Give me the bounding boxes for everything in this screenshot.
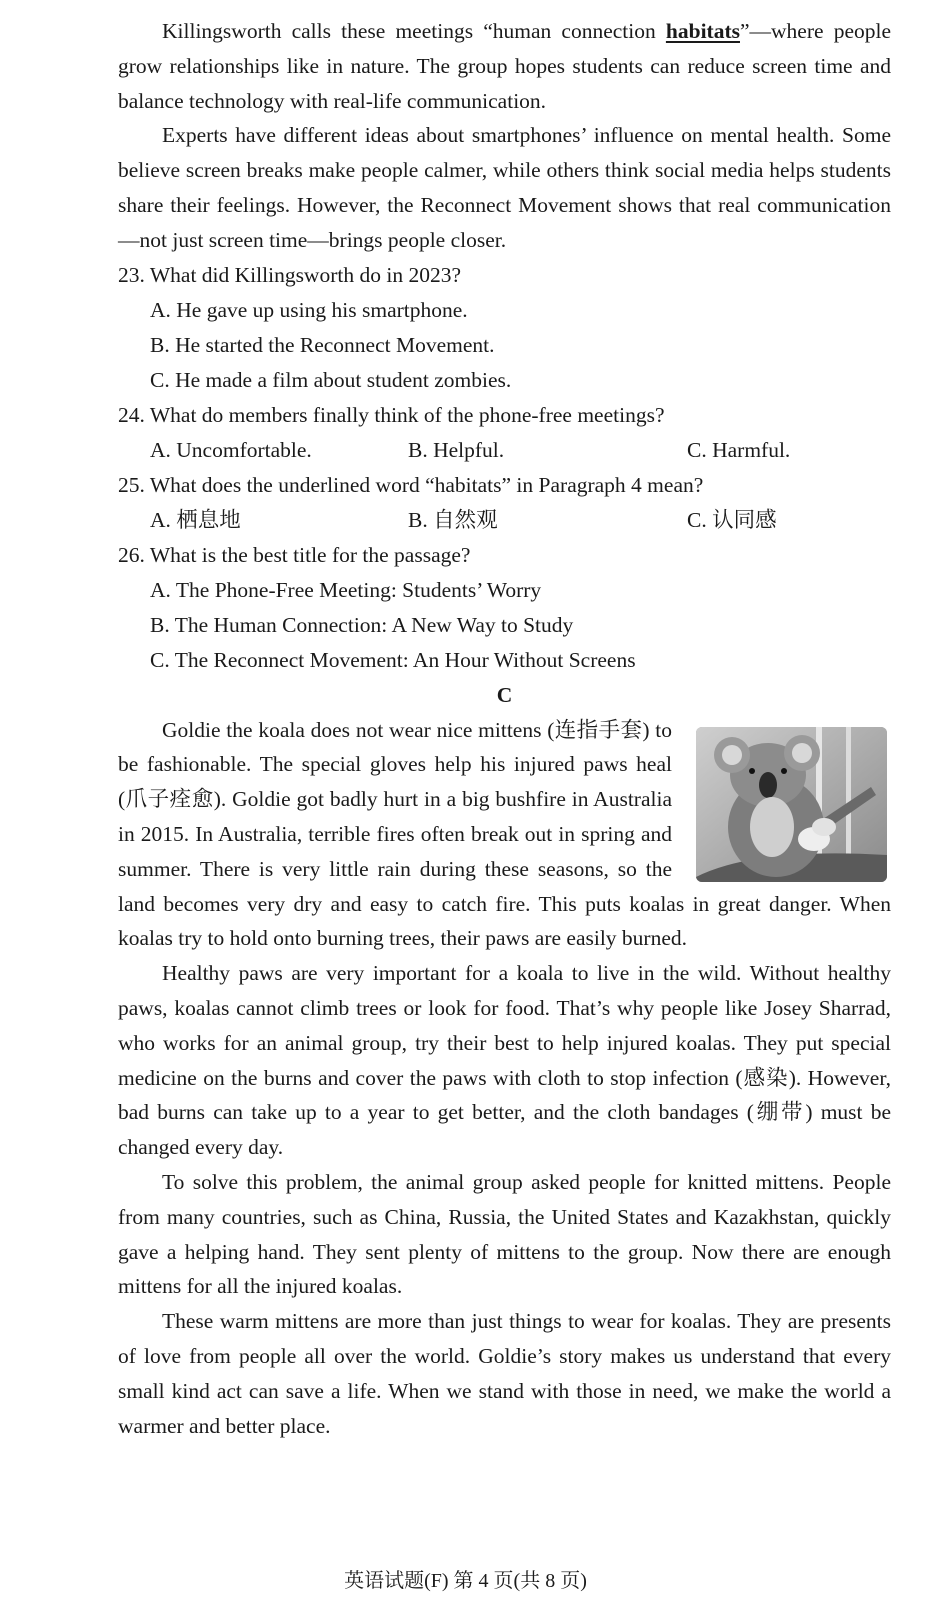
passage-b-paragraph-5: Experts have different ideas about smartphones’ influence on mental health. Some believe screen breaks make people calmer, while others think social media helps students share their feelings. However, the Reconnect Movement shows that real communication—not just screen time—brings people closer. [118, 123, 891, 252]
underlined-word-habitats: habitats [665, 19, 740, 43]
question-stem: 26. What is the best title for the passage? [118, 542, 471, 567]
question-24 [118, 398, 891, 468]
option-b: B. The Human Connection: A New Way to Study [150, 612, 574, 637]
passage-c-paragraph-1: Goldie the koala does not wear nice mittens (连指手套) to be fashionable. The special gloves help his injured paws heal (爪子痊愈). Goldie got badly hurt in a big bushfire in Australia in 2015. In Australia, terrible fires often break out in spring and summer. There is very little rain during these seasons, so the land becomes very dry and easy to catch fire. This puts koalas in great danger. When koalas try to hold onto burning trees, their paws are easily burned. [118, 717, 891, 951]
option-a: A. He gave up using his smartphone. [150, 297, 468, 322]
section-heading-c: C [496, 682, 513, 707]
option-a: A. Uncomfortable. [150, 437, 312, 462]
option-row [118, 503, 891, 538]
passage-c-paragraph-2: Healthy paws are very important for a koala to live in the wild. Without healthy paws, koalas cannot climb trees or look for food. That’s why people like Josey Sharrad, who works for an animal group, try their best to help injured koalas. They put special medicine on the burns and cover the paws with cloth to stop infection (感染). However, bad burns can take up to a year to get better, and the cloth bandages (绷带) must be changed every day. [118, 961, 891, 1160]
option-c: C. Harmful. [687, 437, 791, 462]
question-25 [118, 468, 891, 538]
page-content [118, 14, 891, 1443]
option-a: A. The Phone-Free Meeting: Students’ Worry [150, 577, 542, 602]
option-a: A. 栖息地 [150, 507, 241, 532]
question-stem: 25. What does the underlined word “habitats” in Paragraph 4 mean? [118, 472, 704, 497]
page-footer: 英语试题(F) 第 4 页(共 8 页) [344, 1570, 587, 1592]
question-stem: 23. What did Killingsworth do in 2023? [118, 262, 461, 287]
option-c: C. He made a film about student zombies. [150, 367, 512, 392]
option-b: B. 自然观 [408, 507, 498, 532]
option-b: B. He started the Reconnect Movement. [150, 332, 495, 357]
passage-c-paragraph-4: These warm mittens are more than just things to wear for koalas. They are presents of love from people all over the world. Goldie’s story makes us understand that every small kind act can save a life. When we stand with those in need, we make the world a warmer and better place. [118, 1309, 891, 1438]
koala-photo [696, 727, 887, 882]
question-23 [118, 258, 891, 398]
passage-c-paragraph-3: To solve this problem, the animal group asked people for knitted mittens. People from many countries, such as China, Russia, the United States and Kazakhstan, quickly gave a helping hand. They sent plenty of mittens to the group. Now there are enough mittens for all the injured koalas. [118, 1169, 891, 1299]
paragraph-text: Killingsworth calls these meetings “human connection [162, 19, 666, 43]
option-row [118, 433, 891, 468]
question-26 [118, 538, 891, 678]
option-c: C. The Reconnect Movement: An Hour Without Screens [150, 647, 636, 672]
question-stem: 24. What do members finally think of the phone-free meetings? [118, 402, 665, 427]
paragraph-text: ”—where people grow relationships like in nature. The group hopes students can reduce screen time and balance technology with real-life communication. [118, 19, 892, 113]
passage-b-paragraph-4 [118, 14, 891, 118]
option-b: B. Helpful. [408, 437, 505, 462]
option-c: C. 认同感 [687, 507, 777, 532]
